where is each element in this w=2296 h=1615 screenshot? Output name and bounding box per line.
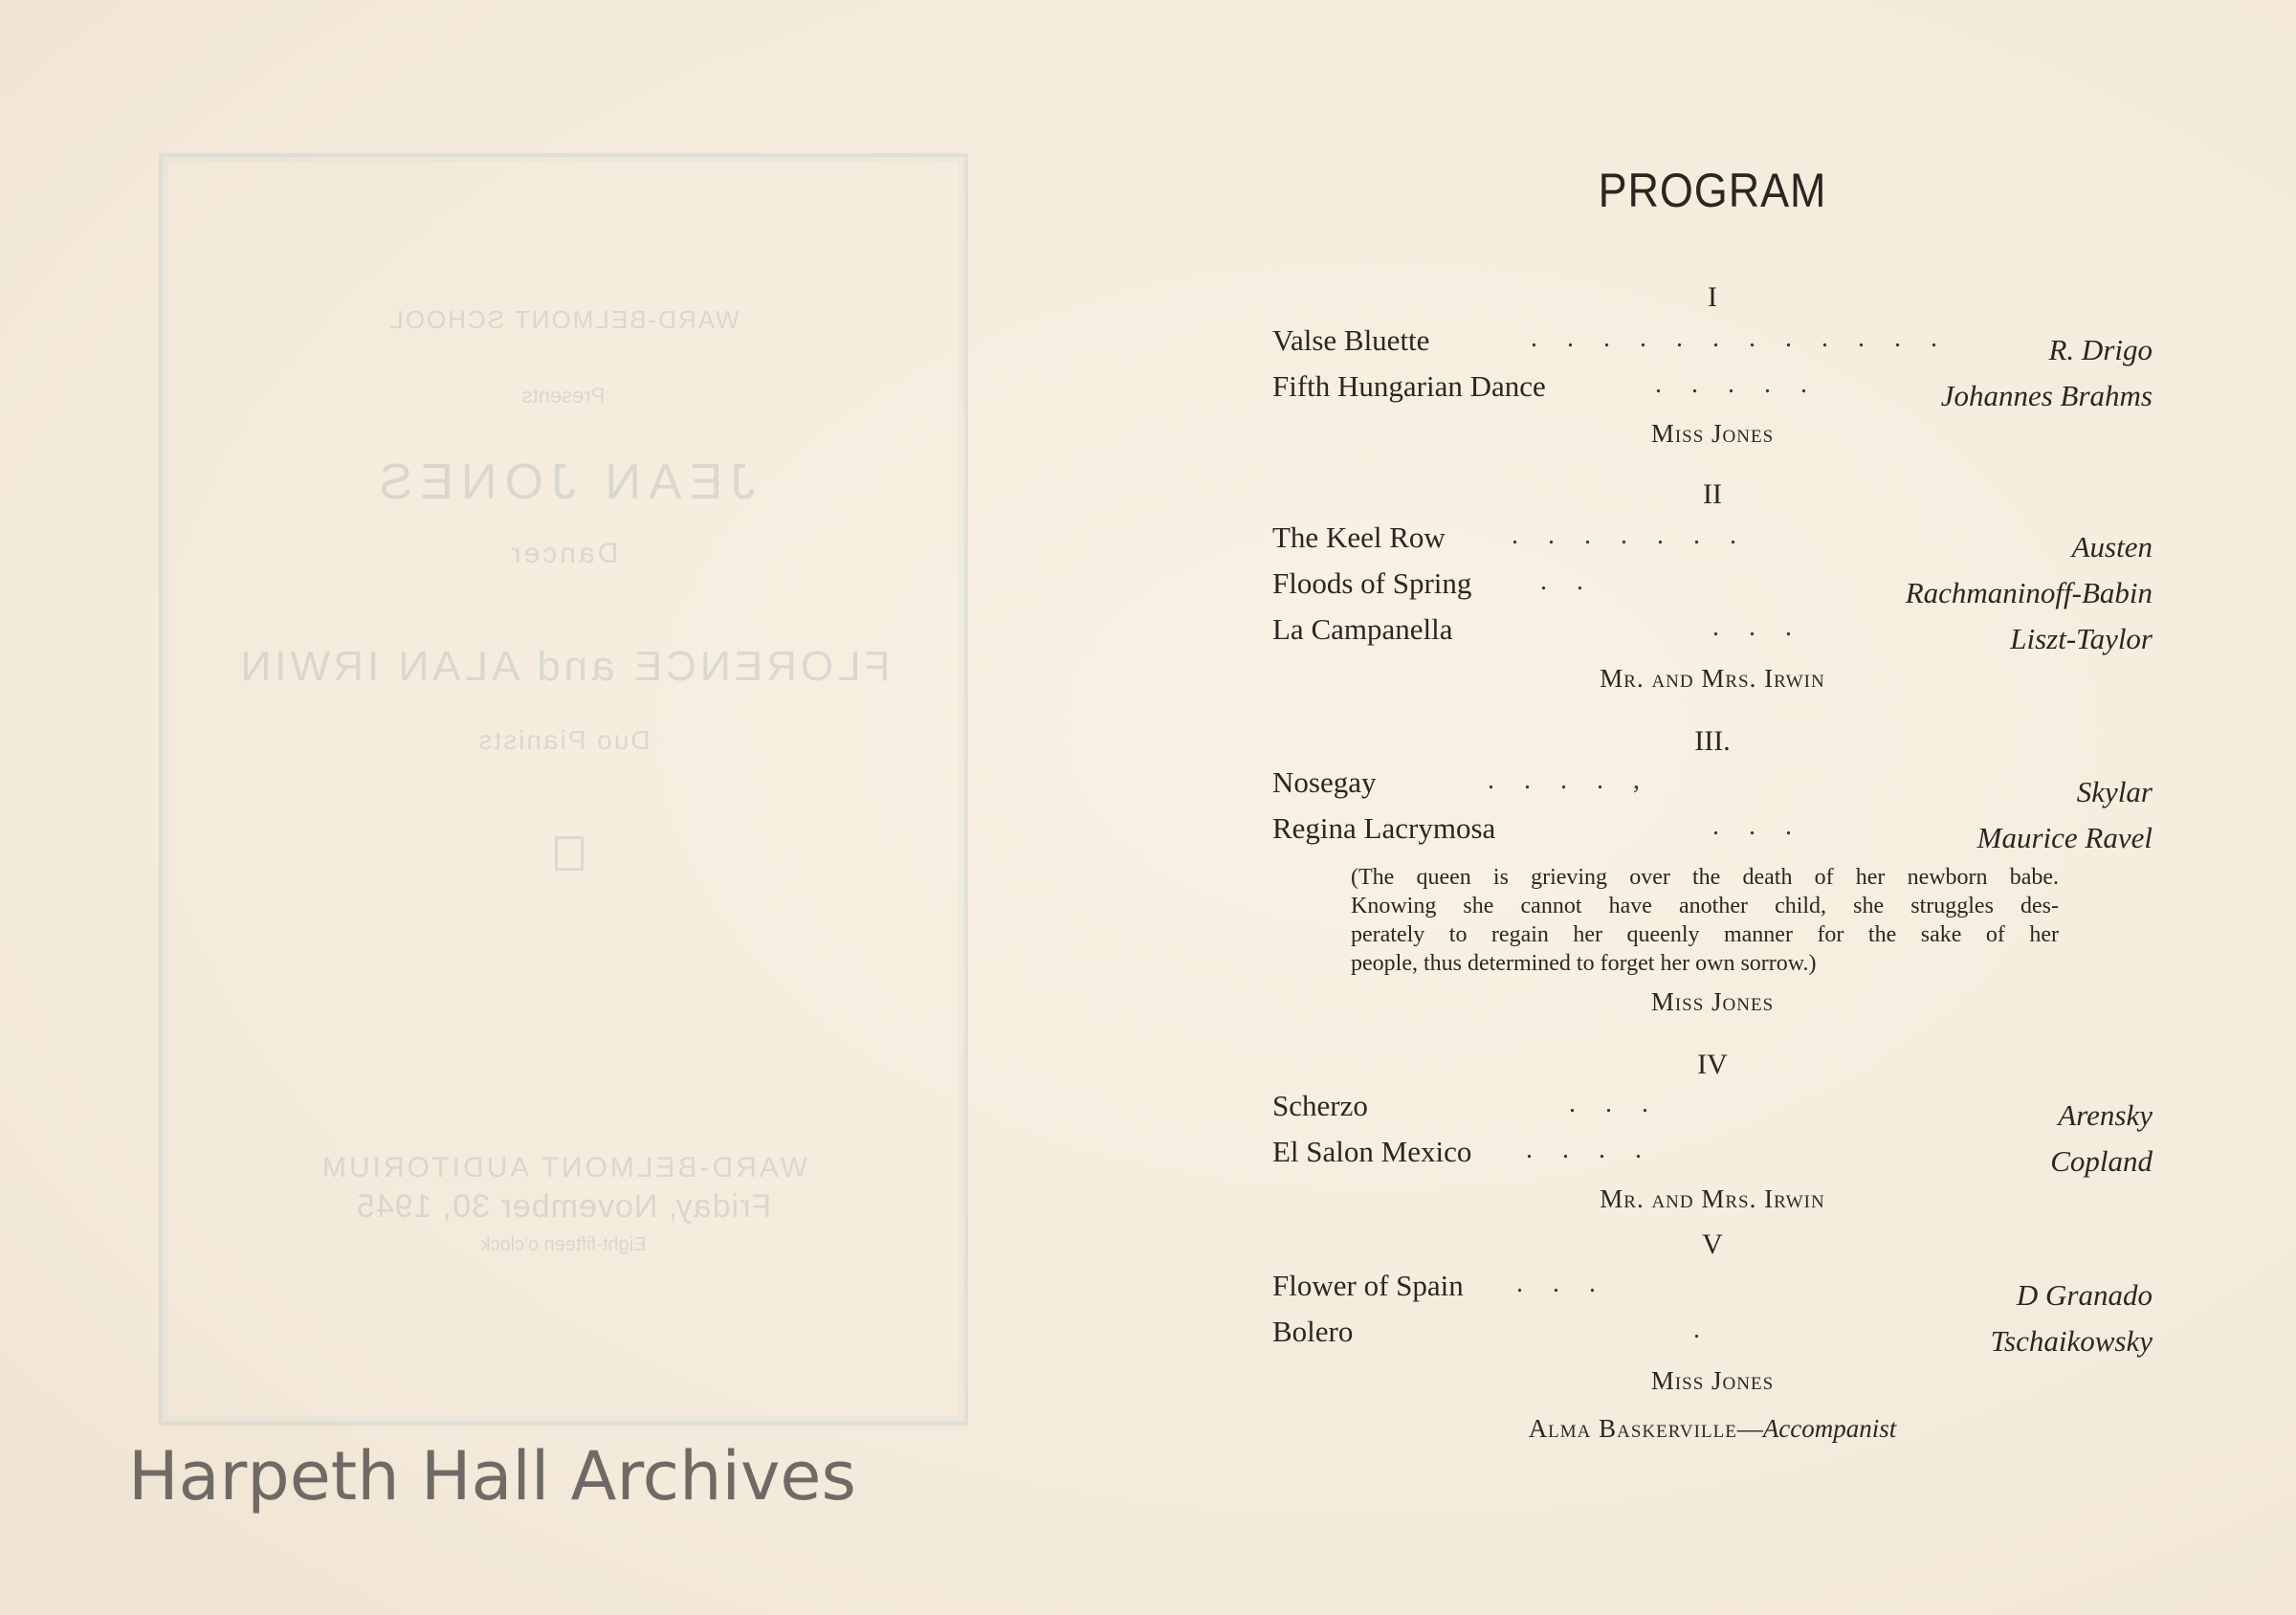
section-numeral: IV — [1697, 1049, 1728, 1080]
piece-composer: Maurice Ravel — [1976, 821, 2152, 854]
dot-leader: . — [1693, 1315, 1711, 1344]
piece-composer: R. Drigo — [2048, 333, 2152, 366]
dot-leader: . . . . . . . — [1512, 520, 1748, 550]
piece-composer: Tschaikowsky — [1990, 1324, 2152, 1358]
piece-composer: Copland — [2050, 1144, 2152, 1178]
piece-title: Fifth Hungarian Dance — [1272, 369, 1546, 403]
dot-leader: . . . — [1516, 1269, 1607, 1298]
piece-title: Regina Lacrymosa — [1272, 811, 1496, 845]
section-numeral: V — [1702, 1228, 1723, 1260]
section-numeral: I — [1708, 281, 1717, 313]
piece-composer: Rachmaninoff-Babin — [1905, 576, 2152, 609]
performer-credit: Mr. and Mrs. Irwin — [1600, 1184, 1825, 1213]
program-item — [1272, 1315, 2152, 1358]
performer-credit: Miss Jones — [1650, 1366, 1775, 1395]
performer-credit: Miss Jones — [1650, 419, 1775, 448]
description-line: Knowing she cannot have another child, she struggles des- — [1351, 894, 2059, 918]
cover-presents: Presents — [521, 384, 606, 408]
archive-watermark: Harpeth Hall Archives — [128, 1437, 856, 1515]
program-item — [1272, 566, 2152, 609]
cover-date: Friday, November 30, 1945 — [355, 1188, 772, 1225]
piece-description — [1351, 863, 2059, 978]
accompanist-role: Accompanist — [1762, 1414, 1897, 1443]
program-item — [1272, 1089, 2152, 1132]
program-item — [1272, 612, 2152, 655]
description-line: (The queen is grieving over the death of her newborn babe. — [1351, 865, 2059, 890]
program-item — [1272, 765, 2152, 808]
program-item — [1272, 1135, 2152, 1178]
dot-leader: . . . . , — [1488, 765, 1651, 795]
piece-title: Scherzo — [1272, 1089, 1368, 1122]
piece-composer: Johannes Brahms — [1940, 379, 2152, 412]
dot-leader: . . . — [1712, 612, 1803, 642]
description-line: perately to regain her queenly manner for the sake of her — [1351, 922, 2059, 947]
accompanist-credit — [1272, 1414, 2152, 1444]
cover-emblem-icon — [555, 836, 584, 871]
piece-composer: D Granado — [2016, 1278, 2152, 1312]
cover-duo-role: Duo Pianists — [476, 725, 651, 755]
program-title: PROGRAM — [1598, 164, 1827, 217]
piece-title: Nosegay — [1272, 765, 1377, 799]
program-item — [1272, 323, 2152, 366]
piece-title: Bolero — [1272, 1315, 1354, 1348]
piece-composer: Liszt-Taylor — [2010, 622, 2152, 655]
piece-composer: Arensky — [2058, 1098, 2152, 1132]
program-item — [1272, 520, 2152, 564]
piece-title: The Keel Row — [1272, 520, 1446, 554]
piece-title: Floods of Spring — [1272, 566, 1472, 600]
cover-performer-role: Dancer — [508, 538, 619, 569]
cover-school-name: WARD-BELMONT SCHOOL — [387, 305, 740, 334]
cover-time: Eight-fifteen o'clock — [480, 1234, 647, 1255]
section-numeral: III. — [1694, 725, 1731, 757]
program-item — [1272, 369, 2152, 412]
dot-leader: . . . — [1712, 811, 1803, 841]
cover-performer-name: JEAN JONES — [371, 454, 756, 510]
dot-leader: . . — [1540, 566, 1595, 596]
program-item — [1272, 811, 2152, 854]
piece-title: Flower of Spain — [1272, 1269, 1464, 1302]
dot-leader: . . . . . . . . . . . . — [1531, 323, 1949, 353]
cover-duo-names: FLORENCE and ALAN IRWIN — [236, 643, 891, 690]
performer-credit: Miss Jones — [1650, 987, 1775, 1016]
program-page — [1272, 163, 2152, 1502]
section-numeral: II — [1703, 478, 1722, 510]
cover-showthrough-frame — [159, 153, 968, 1426]
piece-title: La Campanella — [1272, 612, 1453, 646]
piece-title: Valse Bluette — [1272, 323, 1430, 357]
cover-venue: WARD-BELMONT AUDITORIUM — [319, 1152, 808, 1184]
accompanist-separator: — — [1736, 1414, 1763, 1443]
piece-composer: Skylar — [2076, 775, 2152, 808]
dot-leader: . . . . . — [1655, 369, 1819, 399]
dot-leader: . . . — [1569, 1089, 1660, 1118]
piece-title: El Salon Mexico — [1272, 1135, 1472, 1168]
performer-credit: Mr. and Mrs. Irwin — [1600, 664, 1825, 693]
dot-leader: . . . . — [1526, 1135, 1653, 1164]
description-line: people, thus determined to forget her own sorrow.) — [1351, 951, 1817, 976]
program-item — [1272, 1269, 2152, 1312]
accompanist-name: Alma Baskerville — [1528, 1414, 1737, 1443]
piece-composer: Austen — [2071, 530, 2152, 564]
